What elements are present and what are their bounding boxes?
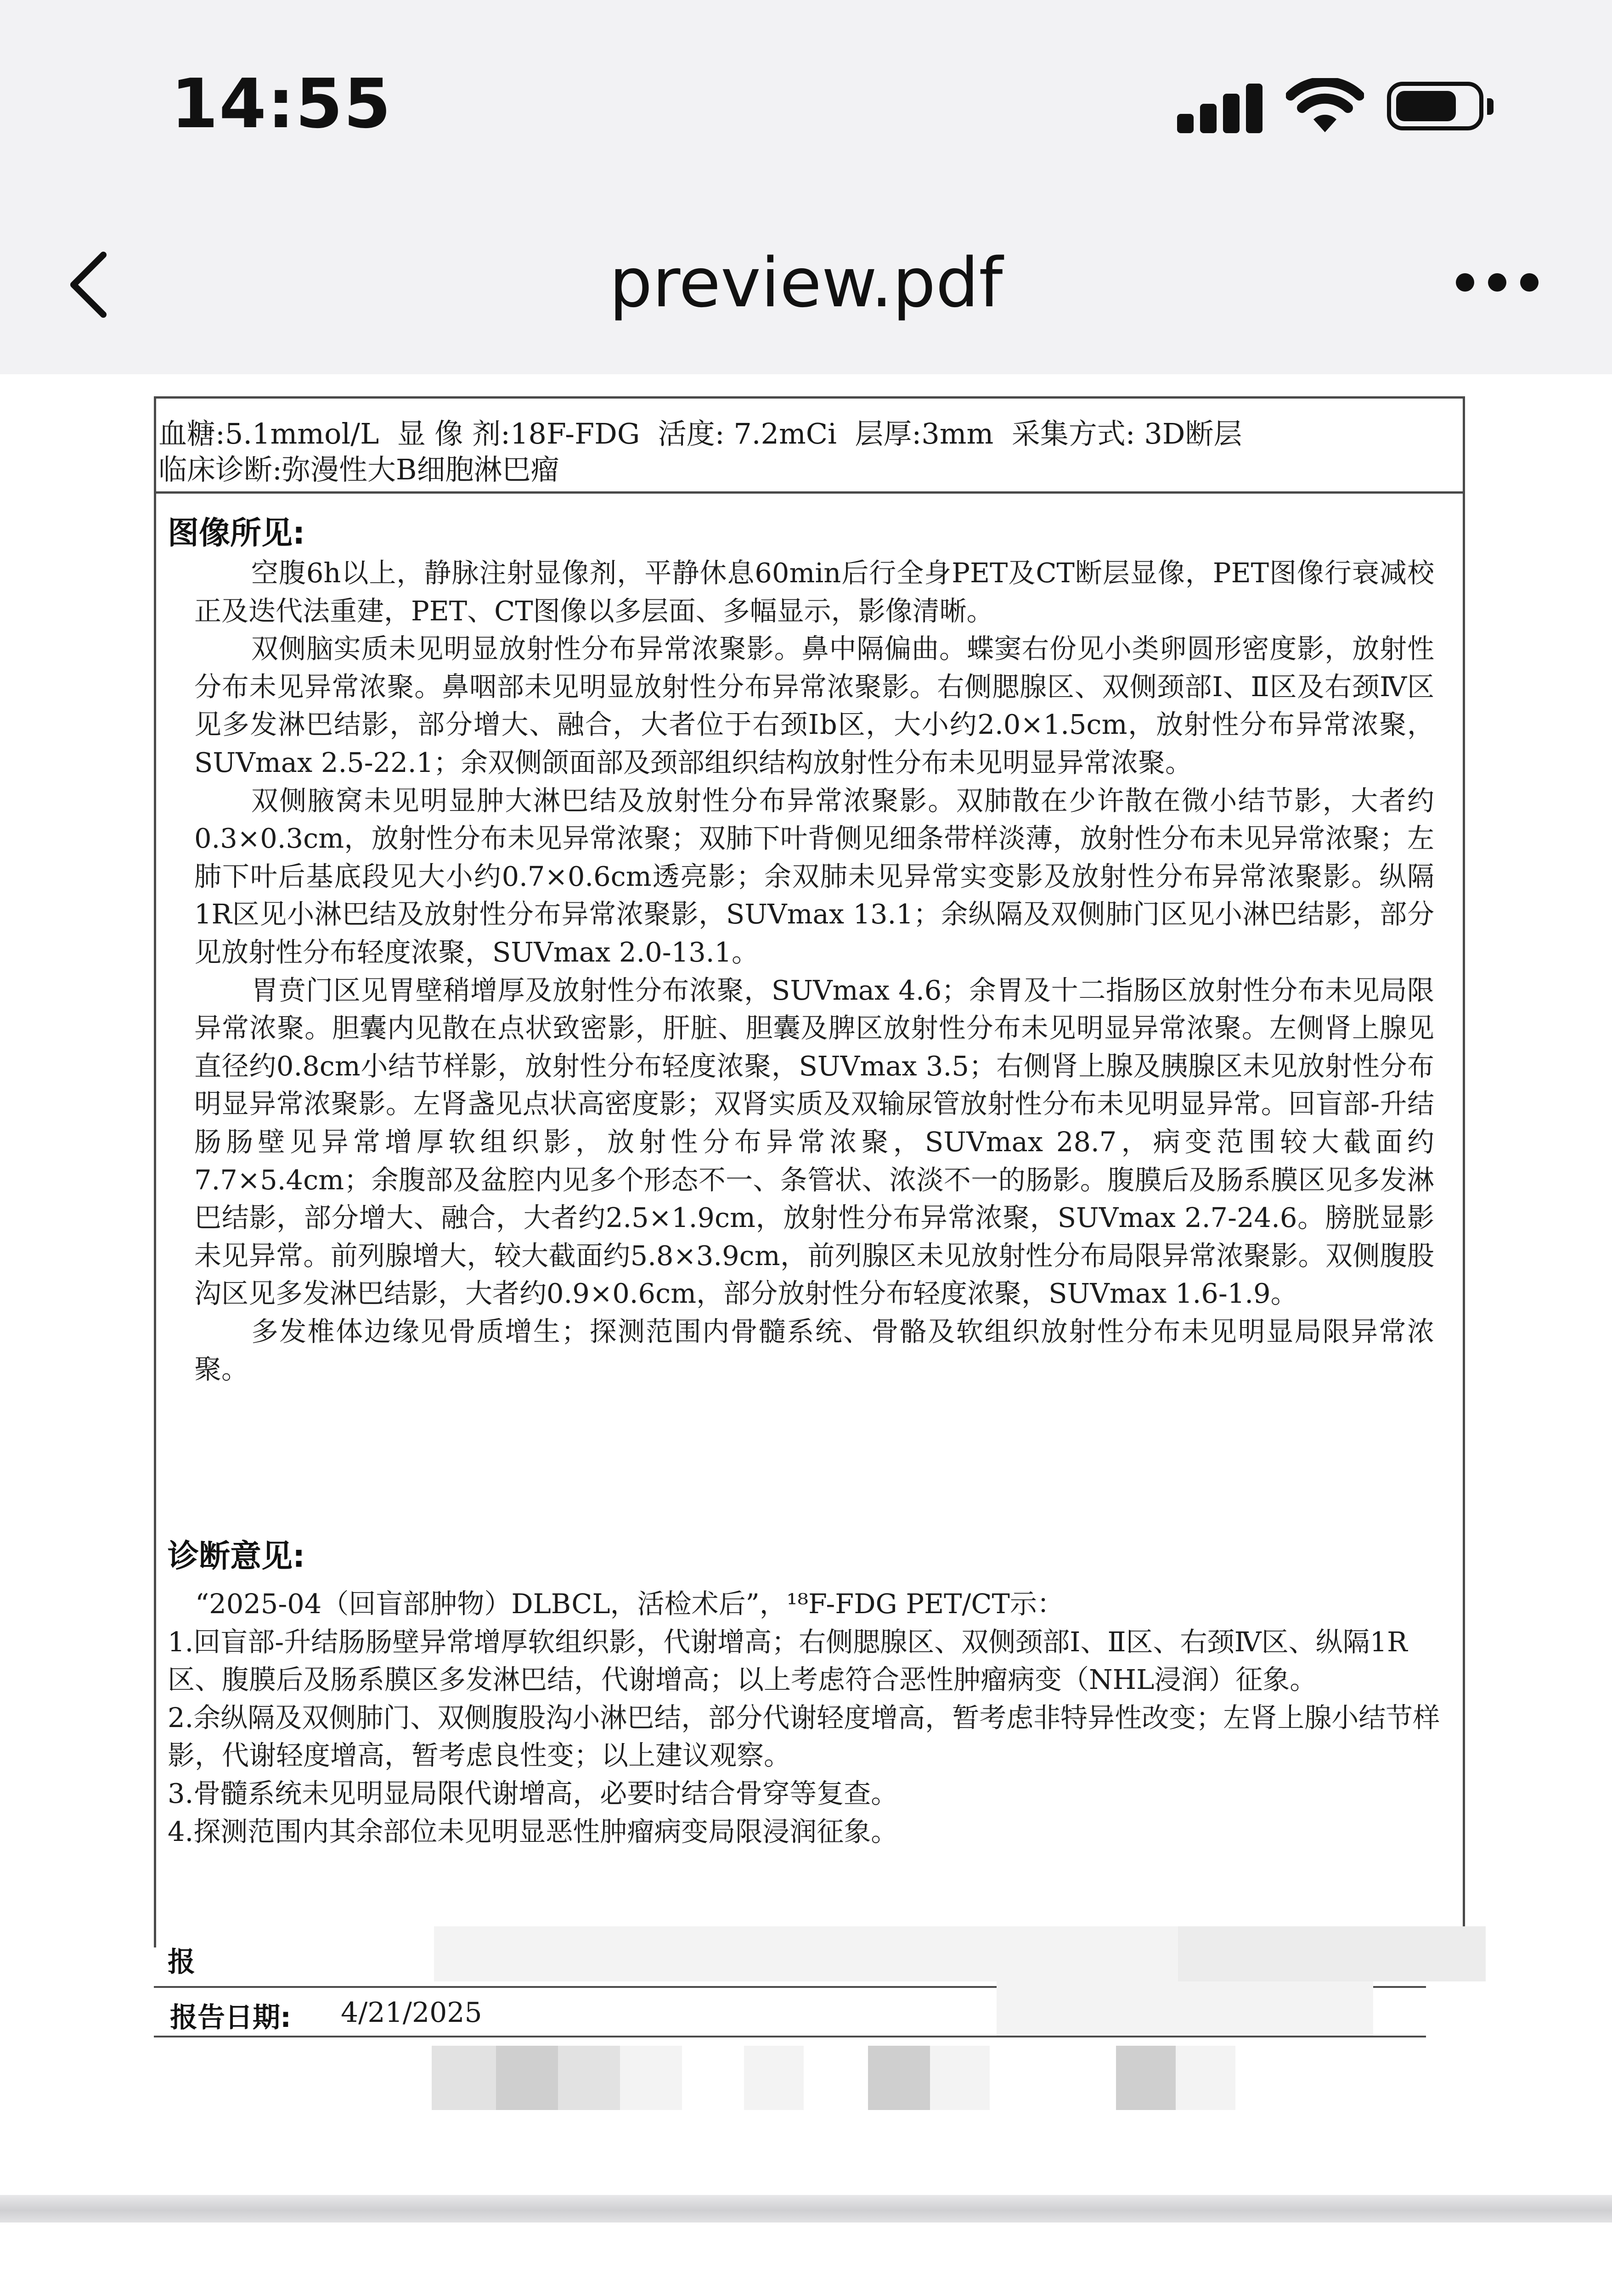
redaction-blur — [1178, 1926, 1486, 1981]
redaction-blur — [744, 2046, 804, 2110]
redaction-blur — [997, 1981, 1373, 2037]
clinical-diagnosis: 临床诊断:弥漫性大B细胞淋巴瘤 — [158, 453, 559, 486]
footer-divider — [154, 2036, 1426, 2037]
pdf-page-1 — [0, 374, 1612, 2195]
exam-parameters: 血糖:5.1mmol/L 显 像 剂:18F-FDG 活度: 7.2mCi 层厚:3mm 采集方式: 3D断层 — [158, 417, 1242, 450]
findings-paragraph: 空腹6h以上，静脉注射显像剂，平静休息60min后行全身PET及CT断层显像，PET图像行衰减校正及迭代法重建，PET、CT图像以多层面、多幅显示，影像清晰。 — [194, 557, 1434, 627]
redaction-blur — [1116, 2046, 1176, 2110]
findings-body — [194, 554, 1434, 1389]
redaction-blur — [868, 2046, 930, 2110]
battery-icon — [1387, 82, 1502, 132]
findings-paragraph: 双侧脑实质未见明显放射性分布异常浓聚影。鼻中隔偏曲。蝶窦右份见小类卵圆形密度影，放射性分布未见异常浓聚。鼻咽部未见明显放射性分布异常浓聚影。右侧腮腺区、双侧颈部Ⅰ、Ⅱ区及右颈Ⅳ区见多发淋巴结影，部分增大、融合，大者位于右颈Ⅰb区，大小约2.0×1.5cm，放射性分布异常浓聚，SUVmax 2.5-22.1；余双侧颌面部及颈部组织结构放射性分布未见明显异常浓聚。 — [194, 633, 1434, 778]
wifi-icon — [1286, 78, 1364, 133]
redaction-blur — [1176, 2046, 1235, 2110]
more-options-icon[interactable] — [1451, 273, 1543, 296]
redaction-blur — [620, 2046, 682, 2110]
redacted-label-fragment: 报 — [168, 1946, 195, 1978]
pdf-page-2 — [0, 2223, 1612, 2296]
table-border-top — [154, 396, 1465, 399]
diagnosis-item: 3.骨髓系统未见明显局限代谢增高，必要时结合骨穿等复查。 — [168, 1777, 898, 1809]
findings-paragraph: 双侧腋窝未见明显肿大淋巴结及放射性分布异常浓聚影。双肺散在少许散在微小结节影，大者约0.3×0.3cm，放射性分布未见异常浓聚；双肺下叶背侧见细条带样淡薄，放射性分布未见异常浓聚；左肺下叶后基底段见大小约0.7×0.6cm透亮影；余双肺未见异常实变影及放射性分布异常浓聚影。纵隔1R区见小淋巴结及放射性分布异常浓聚影，SUVmax 13.1；余纵隔及双侧肺门区见小淋巴结影，部分见放射性分布轻度浓聚，SUVmax 2.0-13.1。 — [194, 784, 1434, 968]
redaction-blur — [558, 2046, 620, 2110]
redaction-blur — [746, 1926, 1178, 1981]
cellular-signal-icon — [1177, 83, 1264, 133]
diagnosis-item: 1.回盲部-升结肠肠壁异常增厚软组织影，代谢增高；右侧腮腺区、双侧颈部Ⅰ、Ⅱ区、右颈Ⅳ区、纵隔1R区、腹膜后及肠系膜区多发淋巴结，代谢增高；以上考虑符合恶性肿瘤病变（NHL浸润）征象。 — [168, 1626, 1408, 1696]
top-bar — [0, 0, 1612, 374]
report-date-value: 4/21/2025 — [341, 1997, 482, 2029]
page-separator — [0, 2195, 1612, 2223]
status-time: 14:55 — [171, 64, 392, 143]
table-border-divider — [154, 491, 1465, 494]
redaction-blur — [432, 2046, 496, 2110]
table-border-right — [1463, 396, 1465, 1947]
report-date-label: 报告日期: — [170, 2002, 291, 2034]
diagnosis-intro: “2025-04（回盲部肿物）DLBCL，活检术后”，¹⁸F-FDG PET/CT示： — [195, 1588, 1064, 1620]
redaction-blur — [930, 2046, 990, 2110]
document-title: preview.pdf — [609, 243, 1003, 322]
diagnosis-title: 诊断意见: — [168, 1538, 305, 1575]
table-border-left — [154, 396, 156, 1947]
findings-paragraph: 多发椎体边缘见骨质增生；探测范围内骨髓系统、骨骼及软组织放射性分布未见明显局限异常浓聚。 — [194, 1315, 1434, 1385]
findings-title: 图像所见: — [168, 515, 305, 551]
diagnosis-item: 4.探测范围内其余部位未见明显恶性肿瘤病变局限浸润征象。 — [168, 1815, 898, 1847]
findings-paragraph: 胃贲门区见胃壁稍增厚及放射性分布浓聚，SUVmax 4.6；余胃及十二指肠区放射性分布未见局限异常浓聚。胆囊内见散在点状致密影，肝脏、胆囊及脾区放射性分布未见明显异常浓聚。左侧肾上腺见直径约0.8cm小结节样影，放射性分布轻度浓聚，SUVmax 3.5；右侧肾上腺及胰腺区未见放射性分布明显异常浓聚影。左肾盏见点状高密度影；双肾实质及双输尿管放射性分布未见明显异常。回盲部-升结肠肠壁见异常增厚软组织影，放射性分布异常浓聚，SUVmax 28.7，病变范围较大截面约7.7×5.4cm；余腹部及盆腔内见多个形态不一、条管状、浓淡不一的肠影。腹膜后及肠系膜区见多发淋巴结影，部分增大、融合，大者约2.5×1.9cm，放射性分布异常浓聚，SUVmax 2.7-24.6。膀胱显影未见异常。前列腺增大，较大截面约5.8×3.9cm，前列腺区未见放射性分布局限异常浓聚影。双侧腹股沟区见多发淋巴结影，大者约0.9×0.6cm，部分放射性分布轻度浓聚，SUVmax 1.6-1.9。 — [194, 974, 1434, 1310]
diagnosis-item: 2.余纵隔及双侧肺门、双侧腹股沟小淋巴结，部分代谢轻度增高，暂考虑非特异性改变；左肾上腺小结节样影，代谢轻度增高，暂考虑良性变；以上建议观察。 — [168, 1701, 1440, 1772]
redaction-blur — [496, 2046, 558, 2110]
diagnosis-body — [168, 1585, 1444, 1851]
redaction-blur — [434, 1926, 746, 1981]
